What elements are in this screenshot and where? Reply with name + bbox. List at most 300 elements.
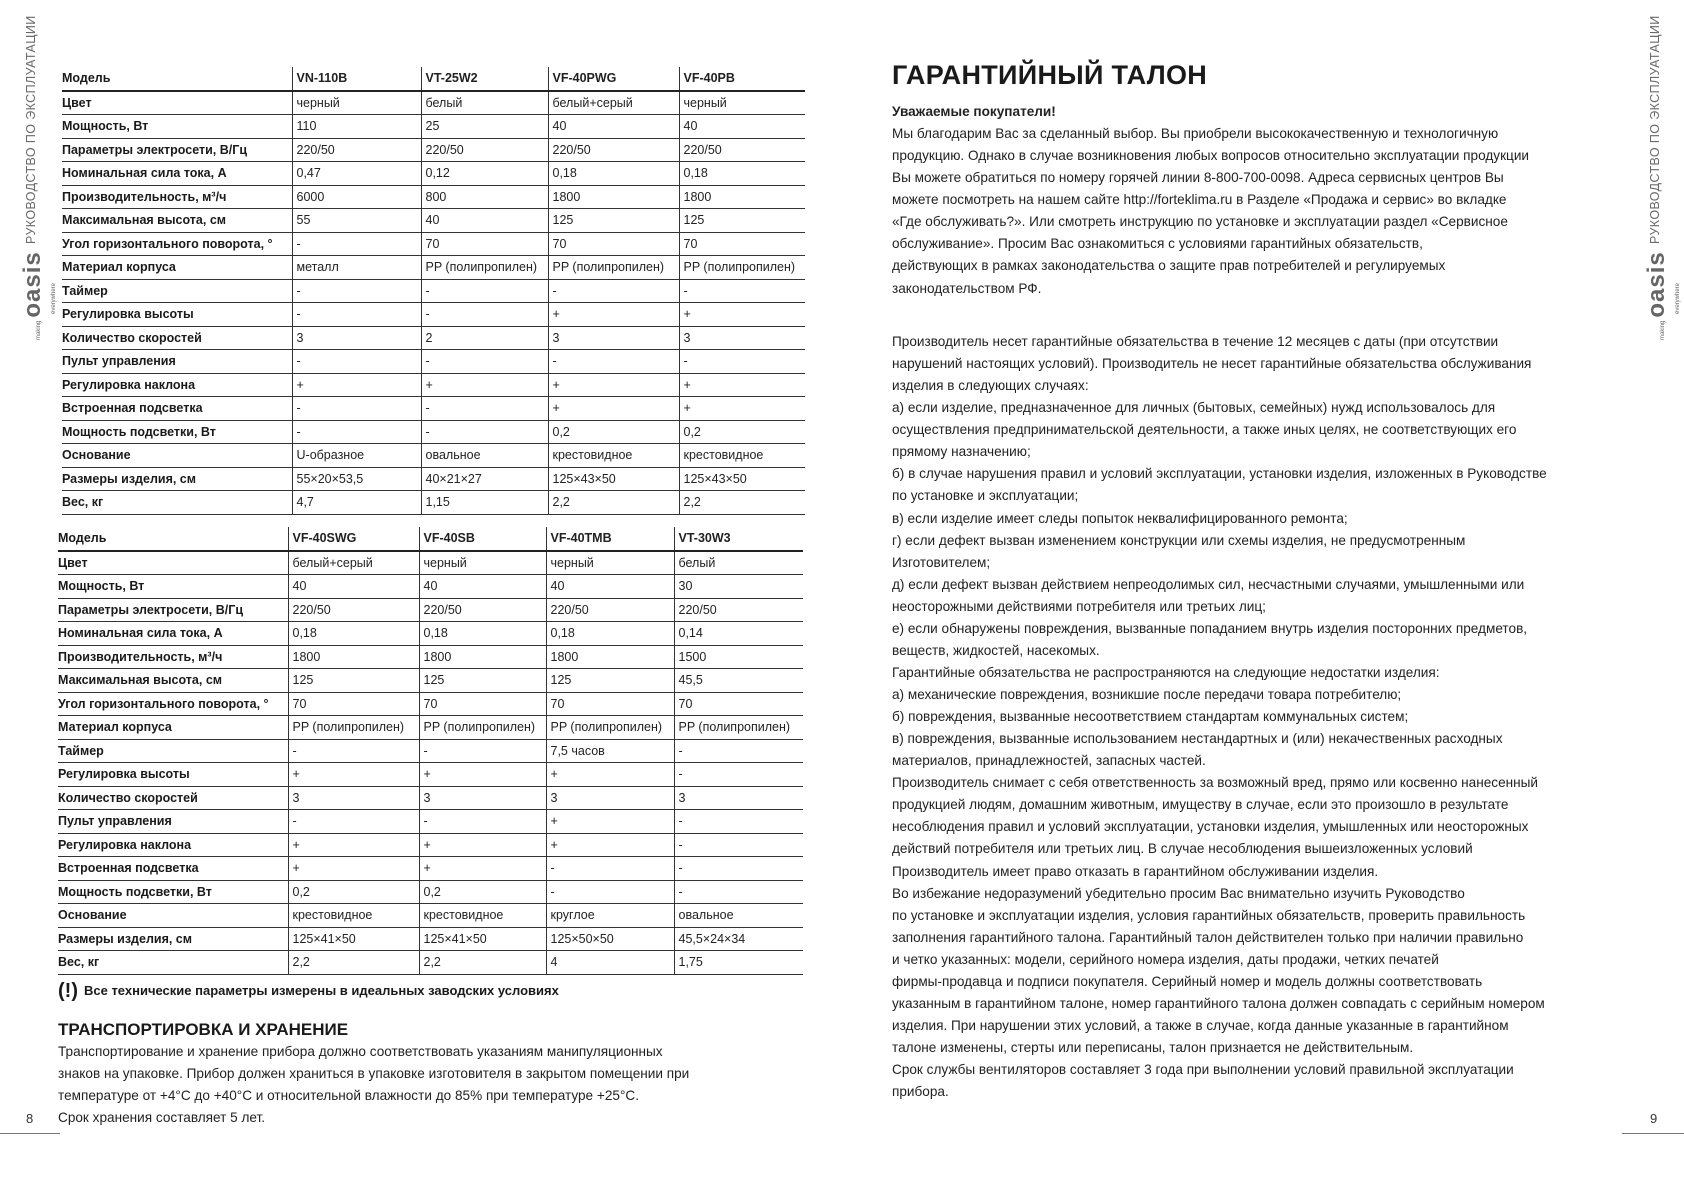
table-row (58, 786, 803, 810)
row-label: Основание (58, 904, 288, 928)
cell-value: 1800 (546, 645, 674, 669)
page-title: ГАРАНТИЙНЫЙ ТАЛОН (892, 60, 1208, 90)
cell-value: 30 (674, 575, 803, 599)
text-line: Вы можете обратиться по номеру горячей линии 8-800-700-0098. Адреса сервисных центров Вы (892, 170, 1504, 186)
cell-value: 220/50 (548, 138, 679, 162)
text-line: Срок службы вентиляторов составляет 3 года при выполнении условий правильной эксплуатации (892, 1062, 1514, 1078)
intro-paragraph (892, 101, 1529, 300)
text-line: изделия в следующих случаях: (892, 378, 1089, 394)
row-label: Вес, кг (58, 951, 288, 975)
cell-value: 0,47 (292, 162, 421, 186)
cell-value: - (548, 279, 679, 303)
cell-value: - (674, 833, 803, 857)
table-row (62, 91, 805, 115)
table-row (58, 669, 803, 693)
row-label: Основание (62, 444, 292, 468)
column-header-label: Модель (62, 67, 292, 91)
cell-value: + (421, 373, 548, 397)
text-line: талоне изменены, стерты или переписаны, талон признается не действительным. (892, 1040, 1414, 1055)
cell-value: крестовидное (548, 444, 679, 468)
table-header-row (58, 527, 803, 551)
cell-value: 0,18 (548, 162, 679, 186)
row-label: Мощность подсветки, Вт (58, 880, 288, 904)
table-row (58, 739, 803, 763)
text-line: изделия. При нарушении этих условий, а также в случае, когда данные указанные в гарантийном (892, 1017, 1509, 1033)
exclamation-icon: (!) (58, 980, 78, 1002)
table-row (62, 232, 805, 256)
cell-value: 70 (674, 692, 803, 716)
table-row (58, 857, 803, 881)
spec-table-1 (62, 67, 805, 515)
cell-value: 125 (548, 209, 679, 233)
page-number-left: 8 (26, 1111, 34, 1126)
text-line: по установке и эксплуатации; (892, 488, 1079, 504)
logo-main-line (1644, 251, 1670, 340)
column-header-model: VT-25W2 (421, 67, 548, 91)
cell-value: 1800 (419, 645, 546, 669)
column-header-label: Модель (58, 527, 288, 551)
text-line: Гарантийные обязательства не распространяются на следующие недостатки изделия: (892, 664, 1440, 680)
text-line: и четко указанных: модели, серийного номера изделия, даты продажи, четких печатей (892, 951, 1439, 967)
cell-value: 25 (421, 115, 548, 139)
cell-value: - (546, 880, 674, 904)
cell-value: 125×43×50 (679, 467, 805, 491)
cell-value: 220/50 (288, 598, 419, 622)
cell-value: черный (546, 551, 674, 575)
row-label: Количество скоростей (62, 326, 292, 350)
cell-value: круглое (546, 904, 674, 928)
table-row (58, 716, 803, 740)
cell-value: белый (674, 551, 803, 575)
cell-value: - (674, 880, 803, 904)
table-row (58, 810, 803, 834)
table-row (62, 138, 805, 162)
text-line: заполнения гарантийного талона. Гарантийный талон действителен только при наличии правильно (892, 929, 1524, 945)
cell-value: 0,2 (548, 420, 679, 444)
cell-value: 125 (288, 669, 419, 693)
table-row (62, 420, 805, 444)
text-line: неосторожными действиями потребителя или третьих лиц; (892, 598, 1266, 614)
cell-value: 1800 (288, 645, 419, 669)
cell-value: PP (полипропилен) (548, 256, 679, 280)
page-number-right: 9 (1650, 1111, 1658, 1126)
cell-value: - (292, 279, 421, 303)
cell-value: 3 (546, 786, 674, 810)
text-line: а) механические повреждения, возникшие после передачи товара потребителю; (892, 687, 1402, 702)
text-line: Производитель несет гарантийные обязательства в течение 12 месяцев с даты (при отсутствии (892, 334, 1499, 349)
row-label: Материал корпуса (62, 256, 292, 280)
table-row (58, 927, 803, 951)
row-label: Встроенная подсветка (62, 397, 292, 421)
row-label: Мощность подсветки, Вт (62, 420, 292, 444)
cell-value: 40 (421, 209, 548, 233)
row-label: Регулировка высоты (62, 303, 292, 327)
logo-making: making (1660, 320, 1666, 340)
row-label: Материал корпуса (58, 716, 288, 740)
cell-value: 0,2 (419, 880, 546, 904)
row-label: Мощность, Вт (58, 575, 288, 599)
cell-value: 70 (421, 232, 548, 256)
cell-value: - (421, 420, 548, 444)
row-label: Производительность, м³/ч (62, 185, 292, 209)
cell-value: 1800 (679, 185, 805, 209)
cell-value: 40×21×27 (421, 467, 548, 491)
cell-value: - (548, 350, 679, 374)
row-label: Регулировка наклона (62, 373, 292, 397)
text-line: Мы благодарим Вас за сделанный выбор. Вы приобрели высококачественную и технологичную (892, 126, 1499, 142)
cell-value: - (679, 279, 805, 303)
cell-value: 7,5 часов (546, 739, 674, 763)
row-label: Мощность, Вт (62, 115, 292, 139)
cell-value: 110 (292, 115, 421, 139)
row-label: Размеры изделия, см (58, 927, 288, 951)
transport-paragraph (58, 1041, 689, 1129)
text-line: можете посмотреть на нашем сайте http://forteklima.ru в Разделе «Продажа и сервис» во вкладке (892, 192, 1507, 208)
cell-value: 0,18 (288, 622, 419, 646)
cell-value: 4 (546, 951, 674, 975)
text-line: по установке и эксплуатации изделия, условия гарантийных обязательств, проверить правильность (892, 907, 1526, 923)
cell-value: 220/50 (546, 598, 674, 622)
table-row (62, 350, 805, 374)
cell-value: 0,18 (419, 622, 546, 646)
column-header-model: VF-40PWG (548, 67, 679, 91)
row-label: Таймер (58, 739, 288, 763)
technical-note (58, 980, 559, 1003)
row-label: Номинальная сила тока, А (62, 162, 292, 186)
cell-value: 0,2 (288, 880, 419, 904)
cell-value: 2,2 (419, 951, 546, 975)
text-line: указанным в гарантийном талоне, номер гарантийного талона должен совпадать с серийным номером (892, 995, 1545, 1011)
cell-value: - (421, 350, 548, 374)
table-row (58, 692, 803, 716)
text-line: законодательством РФ. (892, 280, 1042, 296)
cell-value: 1,15 (421, 491, 548, 515)
transport-heading: ТРАНСПОРТИРОВКА И ХРАНЕНИЕ (58, 1020, 349, 1039)
manual-title-vertical-right: РУКОВОДСТВО ПО ЭКСПЛУАТАЦИИ (1648, 15, 1662, 244)
cell-value: 220/50 (679, 138, 805, 162)
cell-value: + (419, 763, 546, 787)
greeting: Уважаемые покупатели! (892, 104, 1056, 119)
cell-value: - (292, 420, 421, 444)
cell-value: PP (полипропилен) (419, 716, 546, 740)
text-line: прибора. (892, 1084, 949, 1100)
cell-value: 2 (421, 326, 548, 350)
logo-making: making (36, 320, 42, 340)
table-row (62, 115, 805, 139)
cell-value: PP (полипропилен) (546, 716, 674, 740)
cell-value: 3 (288, 786, 419, 810)
cell-value: 2,2 (288, 951, 419, 975)
footer-rule-right (1622, 1133, 1684, 1134)
row-label: Количество скоростей (58, 786, 288, 810)
logo-tagline-line (46, 251, 55, 340)
text-line: материалов, принадлежностей, запасных частей. (892, 753, 1206, 769)
cell-value: + (288, 833, 419, 857)
cell-value: + (419, 857, 546, 881)
table-row (62, 279, 805, 303)
cell-value: - (546, 857, 674, 881)
column-header-model: VN-110B (292, 67, 421, 91)
cell-value: + (292, 373, 421, 397)
cell-value: - (292, 350, 421, 374)
cell-value: 0,18 (679, 162, 805, 186)
spec-table-2 (58, 527, 803, 975)
cell-value: белый (421, 91, 548, 115)
cell-value: 0,12 (421, 162, 548, 186)
text-line: несоблюдения правил и условий эксплуатации, установки изделия, умышленных или неосторожных (892, 819, 1529, 835)
cell-value: + (679, 397, 805, 421)
table-row (58, 763, 803, 787)
table-row (62, 256, 805, 280)
row-label: Таймер (62, 279, 292, 303)
cell-value: 4,7 (292, 491, 421, 515)
row-label: Вес, кг (62, 491, 292, 515)
cell-value: + (548, 303, 679, 327)
cell-value: 1,75 (674, 951, 803, 975)
text-line: Производитель имеет право отказать в гарантийном обслуживании изделия. (892, 863, 1379, 879)
cell-value: 55×20×53,5 (292, 467, 421, 491)
footer-rule-left (0, 1133, 60, 1134)
cell-value: PP (полипропилен) (679, 256, 805, 280)
row-label: Максимальная высота, см (62, 209, 292, 233)
row-label: Встроенная подсветка (58, 857, 288, 881)
row-label: Цвет (58, 551, 288, 575)
text-line: в) если изделие имеет следы попыток неквалифицированного ремонта; (892, 510, 1348, 526)
cell-value: - (674, 739, 803, 763)
row-label: Параметры электросети, В/Гц (58, 598, 288, 622)
cell-value: - (292, 397, 421, 421)
cell-value: 6000 (292, 185, 421, 209)
table-row (58, 880, 803, 904)
row-label: Производительность, м³/ч (58, 645, 288, 669)
text-line: «Где обслуживать?». Или смотреть инструкцию по установке и эксплуатации раздел «Сервисное (892, 214, 1508, 230)
text-line: действующих в рамках законодательства о защите прав потребителей и регулируемых (892, 258, 1446, 274)
table-row (58, 598, 803, 622)
cell-value: 125 (419, 669, 546, 693)
cell-value: 800 (421, 185, 548, 209)
row-label: Максимальная высота, см (58, 669, 288, 693)
manual-title-vertical: РУКОВОДСТВО ПО ЭКСПЛУАТАЦИИ (24, 15, 38, 244)
cell-value: 3 (292, 326, 421, 350)
cell-value: 125×43×50 (548, 467, 679, 491)
cell-value: 1500 (674, 645, 803, 669)
cell-value: 40 (288, 575, 419, 599)
cell-value: PP (полипропилен) (674, 716, 803, 740)
cell-value: 40 (546, 575, 674, 599)
cell-value: - (419, 739, 546, 763)
cell-value: 1800 (548, 185, 679, 209)
text-line: продукцию. Однако в случае возникновения любых вопросов относительно эксплуатации продукции (892, 148, 1530, 164)
logo-tagline: everywhere (51, 282, 57, 314)
text-line: Изготовителем; (892, 554, 991, 570)
cell-value: U-образное (292, 444, 421, 468)
cell-value: черный (292, 91, 421, 115)
cell-value: 0,18 (546, 622, 674, 646)
cell-value: 220/50 (674, 598, 803, 622)
column-header-model: VF-40PB (679, 67, 805, 91)
column-header-model: VT-30W3 (674, 527, 803, 551)
table-row (62, 185, 805, 209)
text-line: Транспортирование и хранение прибора должно соответствовать указаниям манипуляционных (58, 1044, 663, 1059)
text-line: знаков на упаковке. Прибор должен храниться в упаковке изготовителя в закрытом помещении при (58, 1066, 690, 1082)
cell-value: - (288, 739, 419, 763)
cell-value: + (288, 857, 419, 881)
table-row (62, 303, 805, 327)
text-line: е) если обнаружены повреждения, вызванные попаданием внутрь изделия посторонних предметов, (892, 620, 1528, 636)
cell-value: 2,2 (679, 491, 805, 515)
logo-brand: oasis (19, 251, 46, 318)
note-text: Все технические параметры измерены в идеальных заводских условиях (83, 983, 559, 998)
cell-value: белый+серый (288, 551, 419, 575)
text-line: фирмы-продавца и подписи покупателя. Серийный номер и модель должны соответствовать (892, 973, 1483, 989)
logo-main-line (20, 251, 46, 340)
cell-value: + (679, 303, 805, 327)
cell-value: - (679, 350, 805, 374)
cell-value: крестовидное (288, 904, 419, 928)
text-line: г) если дефект вызван изменением конструкции или схемы изделия, не предусмотренным (892, 532, 1466, 548)
text-line: Производитель снимает с себя ответственность за возможный вред, прямо или косвенно нанесенный (892, 775, 1539, 791)
cell-value: 2,2 (548, 491, 679, 515)
text-line: температуре от +4°C до +40°C и относительной влажности до 85% при температуре +25°C. (58, 1088, 639, 1104)
cell-value: металл (292, 256, 421, 280)
cell-value: 40 (548, 115, 679, 139)
cell-value: крестовидное (419, 904, 546, 928)
cell-value: белый+серый (548, 91, 679, 115)
cell-value: - (421, 279, 548, 303)
cell-value: + (288, 763, 419, 787)
cell-value: 3 (548, 326, 679, 350)
column-header-model: VF-40TMB (546, 527, 674, 551)
cell-value: - (674, 810, 803, 834)
cell-value: + (419, 833, 546, 857)
text-line: Во избежание недоразумений убедительно просим Вас внимательно изучить Руководство (892, 885, 1465, 901)
table-row (58, 551, 803, 575)
text-line: нарушений настоящих условий). Производитель не несет гарантийные обязательства обслуживания (892, 356, 1532, 372)
cell-value: 220/50 (421, 138, 548, 162)
cell-value: - (292, 303, 421, 327)
table-row (62, 326, 805, 350)
logo-brand: oasis (1643, 251, 1670, 318)
cell-value: + (679, 373, 805, 397)
cell-value: 0,14 (674, 622, 803, 646)
table-row (62, 467, 805, 491)
text-line: действий потребителя или третьих лиц. В случае несоблюдения вышеизложенных условий (892, 841, 1473, 857)
table-row (58, 622, 803, 646)
cell-value: 125×50×50 (546, 927, 674, 951)
column-header-model: VF-40SB (419, 527, 546, 551)
text-line: Срок хранения составляет 5 лет. (58, 1110, 266, 1126)
cell-value: 125 (679, 209, 805, 233)
cell-value: + (548, 373, 679, 397)
cell-value: 125×41×50 (288, 927, 419, 951)
cell-value: 40 (419, 575, 546, 599)
cell-value: 70 (679, 232, 805, 256)
column-header-model: VF-40SWG (288, 527, 419, 551)
cell-value: крестовидное (679, 444, 805, 468)
row-label: Цвет (62, 91, 292, 115)
table-row (58, 951, 803, 975)
row-label: Регулировка наклона (58, 833, 288, 857)
cell-value: PP (полипропилен) (288, 716, 419, 740)
cell-value: 70 (288, 692, 419, 716)
cell-value: + (546, 833, 674, 857)
cell-value: овальное (674, 904, 803, 928)
text-line: б) повреждения, вызванные несоответствием стандартам коммунальных систем; (892, 709, 1409, 725)
cell-value: - (421, 303, 548, 327)
text-line: прямому назначению; (892, 444, 1031, 460)
cell-value: 3 (419, 786, 546, 810)
table-row (58, 904, 803, 928)
cell-value: черный (419, 551, 546, 575)
text-line: в) повреждения, вызванные использованием нестандартных и (или) некачественных расходных (892, 731, 1503, 747)
table-row (58, 645, 803, 669)
cell-value: - (674, 857, 803, 881)
table-row (58, 833, 803, 857)
cell-value: 125×41×50 (419, 927, 546, 951)
cell-value: 45,5×24×34 (674, 927, 803, 951)
row-label: Пульт управления (62, 350, 292, 374)
cell-value: 45,5 (674, 669, 803, 693)
cell-value: 55 (292, 209, 421, 233)
cell-value: + (546, 763, 674, 787)
text-line: а) если изделие, предназначенное для личных (бытовых, семейных) нужд использовалось для (892, 400, 1496, 416)
text-line: осуществления предпринимательской деятельности, а также иных целях, не соответствующих его (892, 422, 1517, 438)
text-line: б) в случае нарушения правил и условий эксплуатации, установки изделия, изложенных в Руководстве (892, 466, 1547, 482)
oasis-logo (20, 251, 55, 340)
table-row (58, 575, 803, 599)
logo-tagline: everywhere (1675, 282, 1681, 314)
cell-value: - (419, 810, 546, 834)
cell-value: + (548, 397, 679, 421)
cell-value: 220/50 (419, 598, 546, 622)
cell-value: 70 (546, 692, 674, 716)
text-line: обслуживание». Просим Вас ознакомиться с условиями гарантийных обязательств, (892, 236, 1423, 252)
table-row (62, 209, 805, 233)
cell-value: 3 (679, 326, 805, 350)
cell-value: - (674, 763, 803, 787)
row-label: Параметры электросети, В/Гц (62, 138, 292, 162)
cell-value: 40 (679, 115, 805, 139)
row-label: Регулировка высоты (58, 763, 288, 787)
cell-value: 70 (419, 692, 546, 716)
cell-value: 220/50 (292, 138, 421, 162)
row-label: Размеры изделия, см (62, 467, 292, 491)
table-row (62, 162, 805, 186)
cell-value: - (292, 232, 421, 256)
table-row (62, 397, 805, 421)
cell-value: 0,2 (679, 420, 805, 444)
row-label: Угол горизонтального поворота, ° (62, 232, 292, 256)
text-line: д) если дефект вызван действием непреодолимых сил, несчастными случаями, умышленными или (892, 576, 1525, 592)
text-line: веществ, жидкостей, насекомых. (892, 642, 1100, 658)
cell-value: PP (полипропилен) (421, 256, 548, 280)
cell-value: - (421, 397, 548, 421)
cell-value: + (546, 810, 674, 834)
table-row (62, 444, 805, 468)
cell-value: 70 (548, 232, 679, 256)
row-label: Номинальная сила тока, А (58, 622, 288, 646)
oasis-logo-right (1644, 251, 1679, 340)
cell-value: - (288, 810, 419, 834)
cell-value: овальное (421, 444, 548, 468)
row-label: Угол горизонтального поворота, ° (58, 692, 288, 716)
row-label: Пульт управления (58, 810, 288, 834)
table-row (62, 373, 805, 397)
table-row (62, 491, 805, 515)
logo-tagline-line (1670, 251, 1679, 340)
text-line: продукцией людям, домашним животным, имуществу в случае, если это произошло в результате (892, 797, 1509, 813)
table-header-row (62, 67, 805, 91)
